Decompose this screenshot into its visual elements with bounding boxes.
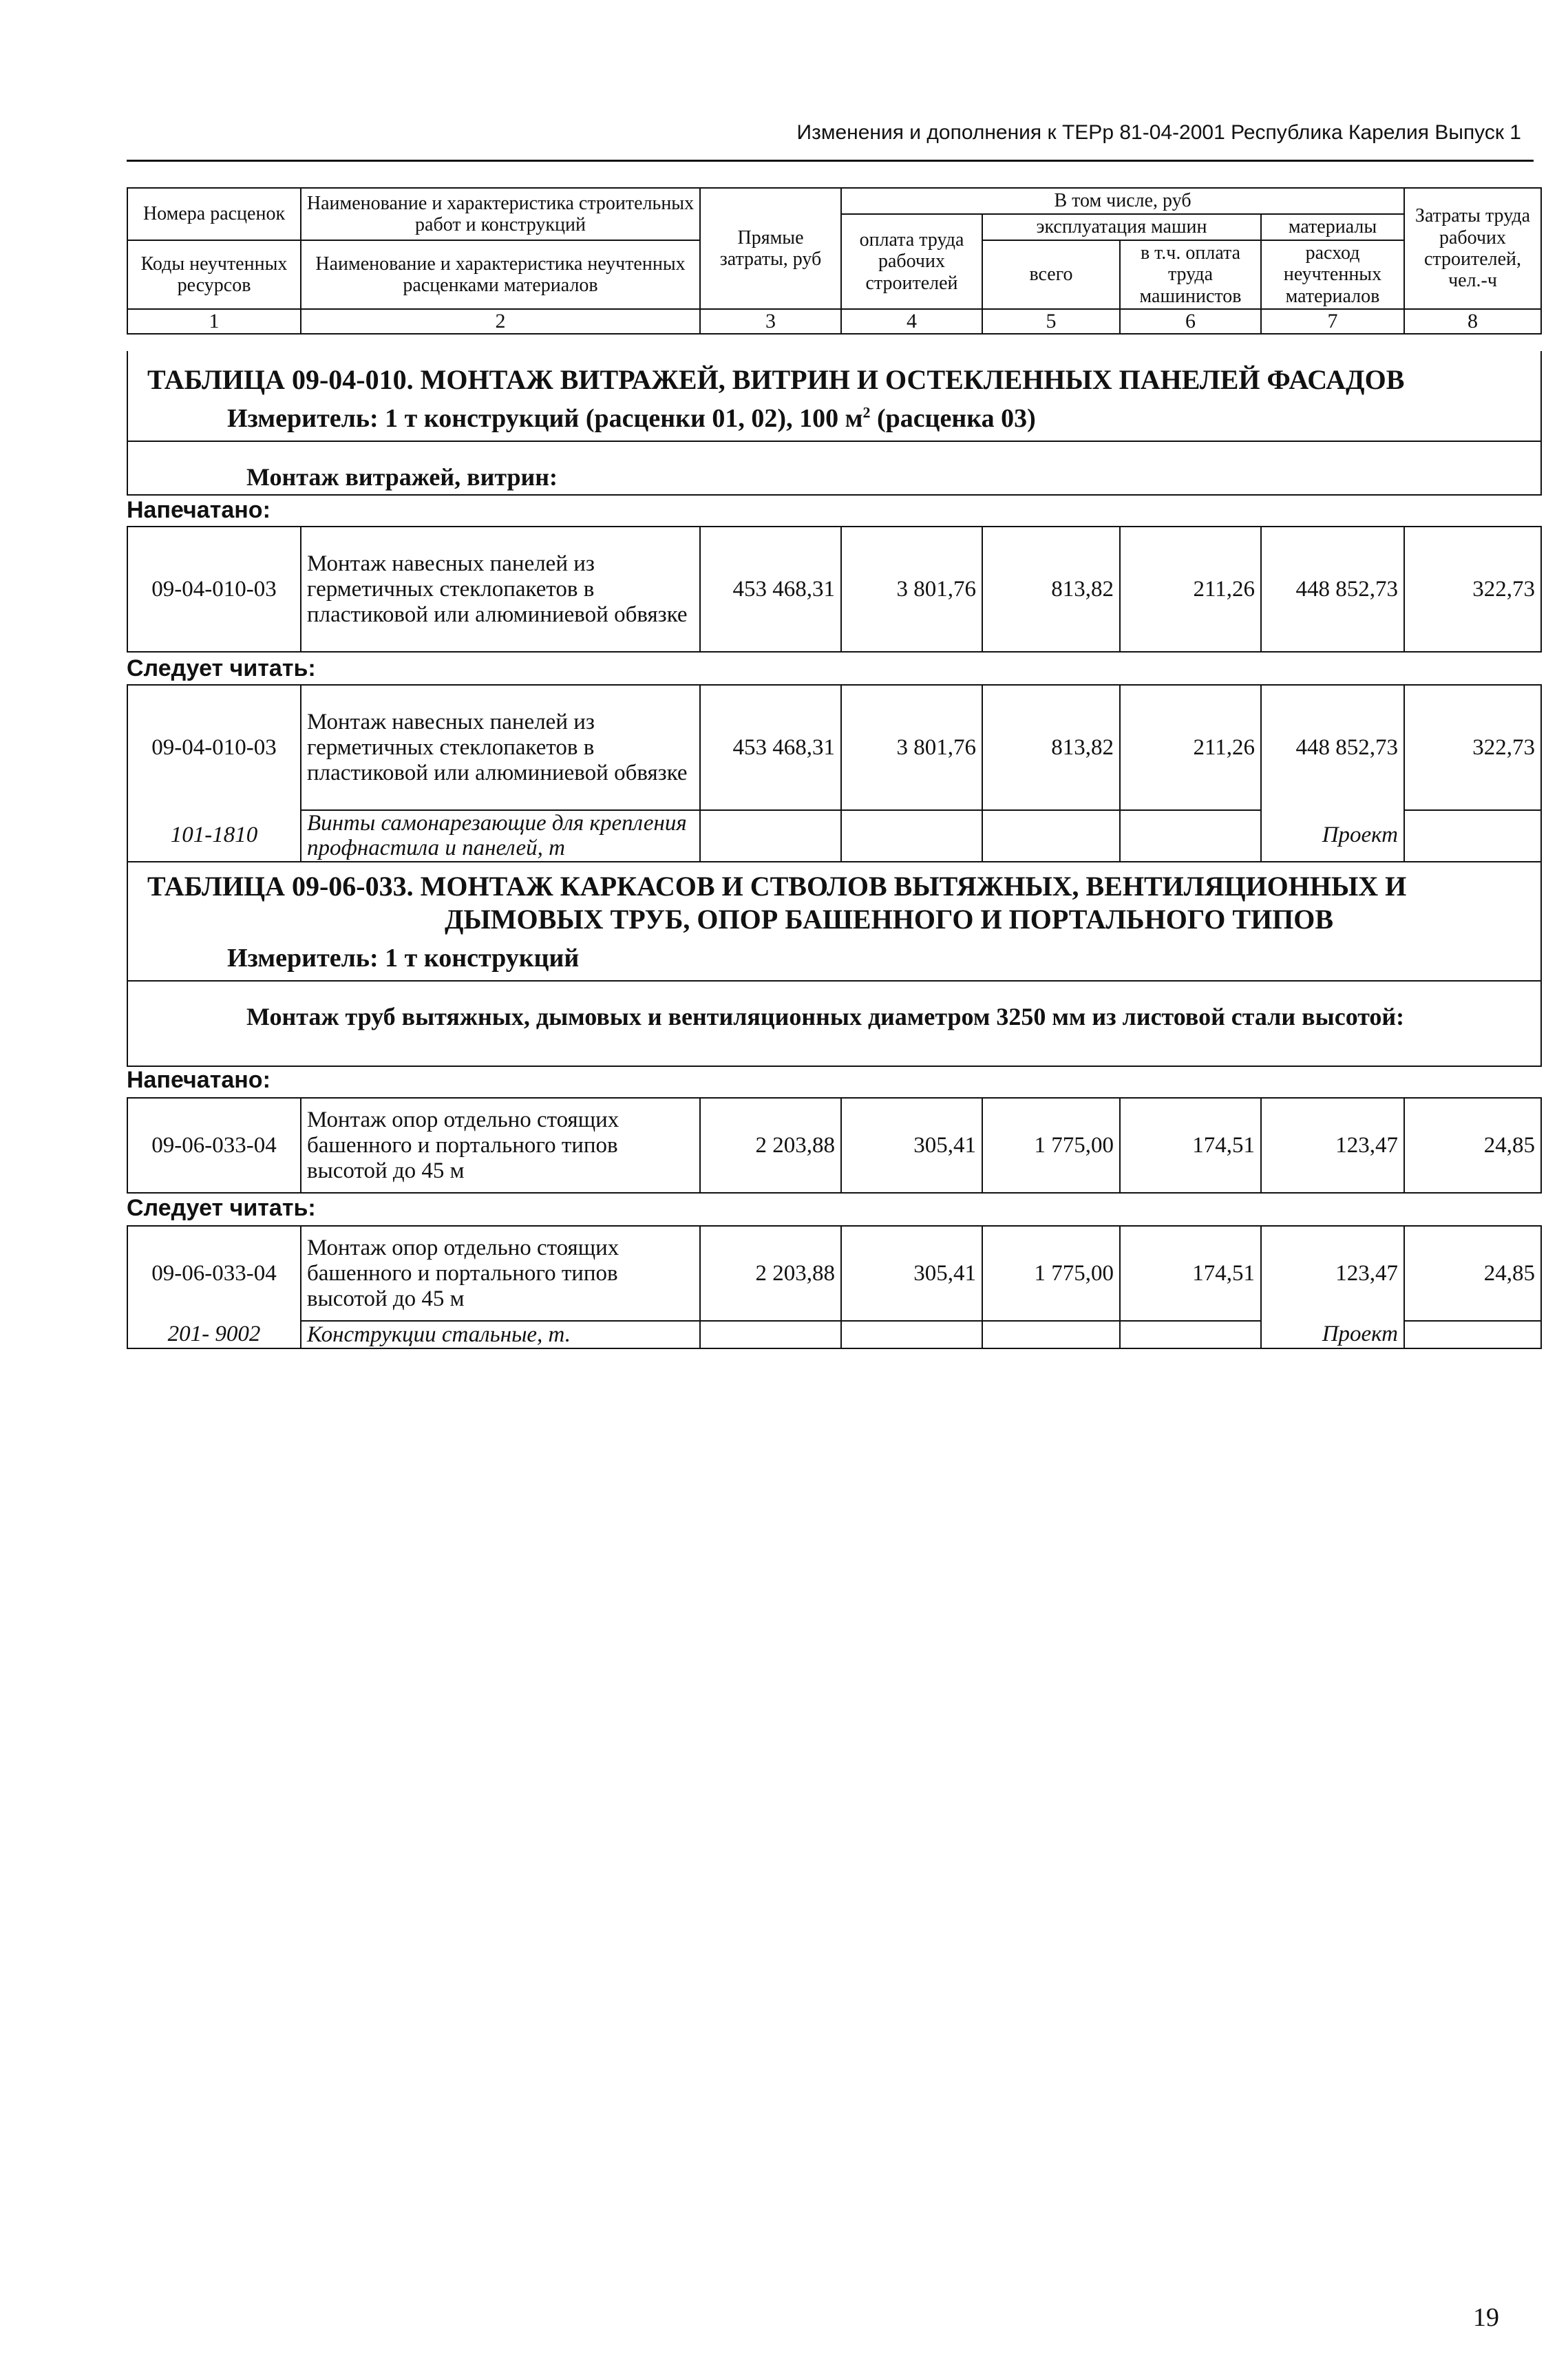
section2-read-label: Следует читать: — [127, 1195, 316, 1221]
col2-top: Наименование и характеристика строительных работ и конструкций — [301, 188, 700, 240]
running-header: Изменения и дополнения к ТЕРр 81-04-2001 Республика Карелия Выпуск 1 — [796, 121, 1521, 144]
col6-header: в т.ч. оплата труда машинистов — [1120, 240, 1261, 309]
section1-title: ТАБЛИЦА 09-04-010. МОНТАЖ ВИТРАЖЕЙ, ВИТРИН И ОСТЕКЛЕННЫХ ПАНЕЛЕЙ ФАСАДОВ — [147, 364, 1405, 395]
machinist-pay: 211,26 — [1120, 527, 1261, 652]
page-number: 19 — [1473, 2303, 1499, 2332]
labor-pay: 305,41 — [841, 1098, 982, 1193]
work-name: Монтаж навесных панелей из герметичных стеклопакетов в пластиковой или алюминиевой обвязке — [301, 685, 700, 810]
machines-total: 813,82 — [982, 685, 1120, 810]
section2-title-line1: ТАБЛИЦА 09-06-033. МОНТАЖ КАРКАСОВ И СТВОЛОВ ВЫТЯЖНЫХ, ВЕНТИЛЯЦИОННЫХ И — [147, 871, 1407, 902]
col1-bottom: Коды неучтенных ресурсов — [127, 240, 301, 309]
col7-header: расход неучтенных материалов — [1261, 240, 1404, 309]
table-row — [127, 1226, 1541, 1321]
group-header: В том числе, руб — [841, 188, 1404, 214]
section2-subtitle: Монтаж труб вытяжных, дымовых и вентиляционных диаметром 3250 мм из листовой стали высотой: — [246, 1003, 1405, 1030]
col3-header: Прямые затраты, руб — [700, 188, 841, 309]
materials-cost: 448 852,73 — [1261, 685, 1404, 810]
rate-code: 09-04-010-03 — [127, 527, 301, 652]
col-number: 6 — [1120, 309, 1261, 334]
col1-top: Номера расценок — [127, 188, 301, 240]
work-name: Монтаж опор отдельно стоящих башенного и портального типов высотой до 45 м — [301, 1226, 700, 1321]
material-name: Винты самонарезающие для крепления профнастила и панелей, т — [301, 810, 700, 862]
section1-read-label: Следует читать: — [127, 655, 316, 681]
labor-hours: 322,73 — [1404, 685, 1541, 810]
materials-header: материалы — [1261, 214, 1404, 240]
header-rule — [127, 160, 1534, 162]
direct-costs: 453 468,31 — [700, 685, 841, 810]
rate-code: 09-04-010-03 — [127, 685, 301, 810]
labor-pay: 3 801,76 — [841, 527, 982, 652]
col8-header: Затраты труда рабочих строителей, чел.-ч — [1404, 188, 1541, 309]
machinist-pay: 174,51 — [1120, 1098, 1261, 1193]
section1-measure: Измеритель: 1 т конструкций (расценки 01, 02), 100 $м^2$ (расценка 03) — [227, 403, 1036, 433]
table-row — [127, 810, 1541, 862]
work-name: Монтаж навесных панелей из герметичных стеклопакетов в пластиковой или алюминиевой обвязке — [301, 527, 700, 652]
materials-cost: 123,47 — [1261, 1098, 1404, 1193]
col-number: 4 — [841, 309, 982, 334]
table-row — [127, 527, 1541, 652]
table-header — [127, 187, 1542, 335]
machines-total: 813,82 — [982, 527, 1120, 652]
section2-title-box — [127, 858, 1542, 982]
machinist-pay: 174,51 — [1120, 1226, 1261, 1321]
labor-hours: 322,73 — [1404, 527, 1541, 652]
rate-code: 09-06-033-04 — [127, 1226, 301, 1321]
section1-subtitle-box — [127, 441, 1542, 496]
materials-cost: 123,47 — [1261, 1226, 1404, 1321]
machines-total: 1 775,00 — [982, 1226, 1120, 1321]
material-note: Проект — [1261, 1321, 1404, 1348]
section1-read-table — [127, 684, 1542, 862]
material-name: Конструкции стальные, т. — [301, 1321, 700, 1348]
labor-pay: 3 801,76 — [841, 685, 982, 810]
section1-printed-label: Напечатано: — [127, 497, 271, 523]
machinist-pay: 211,26 — [1120, 685, 1261, 810]
direct-costs: 2 203,88 — [700, 1226, 841, 1321]
labor-hours: 24,85 — [1404, 1226, 1541, 1321]
col2-bottom: Наименование и характеристика неучтенных расценками материалов — [301, 240, 700, 309]
section2-measure: Измеритель: 1 т конструкций — [227, 944, 580, 973]
section1-printed-table — [127, 526, 1542, 653]
col-number: 1 — [127, 309, 301, 334]
section2-read-table — [127, 1225, 1542, 1349]
col4-header: оплата труда рабочих строителей — [841, 214, 982, 309]
col-number: 8 — [1404, 309, 1541, 334]
table-row — [127, 1098, 1541, 1193]
labor-pay: 305,41 — [841, 1226, 982, 1321]
section2-title-line2: ДЫМОВЫХ ТРУБ, ОПОР БАШЕННОГО И ПОРТАЛЬНОГО ТИПОВ — [445, 904, 1334, 935]
section2-printed-label: Напечатано: — [127, 1067, 271, 1093]
labor-hours: 24,85 — [1404, 1098, 1541, 1193]
table-row — [127, 1321, 1541, 1348]
machines-total: 1 775,00 — [982, 1098, 1120, 1193]
col-number: 2 — [301, 309, 700, 334]
material-note: Проект — [1261, 810, 1404, 862]
direct-costs: 2 203,88 — [700, 1098, 841, 1193]
table-row — [127, 685, 1541, 810]
work-name: Монтаж опор отдельно стоящих башенного и портального типов высотой до 45 м — [301, 1098, 700, 1193]
section1-subtitle: Монтаж витражей, витрин: — [246, 463, 558, 491]
resource-code: 201- 9002 — [127, 1321, 301, 1348]
col5-header: всего — [982, 240, 1120, 309]
materials-cost: 448 852,73 — [1261, 527, 1404, 652]
section1-title-box — [127, 351, 1542, 442]
section2-printed-table — [127, 1097, 1542, 1194]
direct-costs: 453 468,31 — [700, 527, 841, 652]
machines-header: эксплуатация машин — [982, 214, 1261, 240]
col-number: 5 — [982, 309, 1120, 334]
section2-subtitle-box — [127, 980, 1542, 1067]
resource-code: 101-1810 — [127, 810, 301, 862]
rate-code: 09-06-033-04 — [127, 1098, 301, 1193]
col-number: 3 — [700, 309, 841, 334]
col-number: 7 — [1261, 309, 1404, 334]
